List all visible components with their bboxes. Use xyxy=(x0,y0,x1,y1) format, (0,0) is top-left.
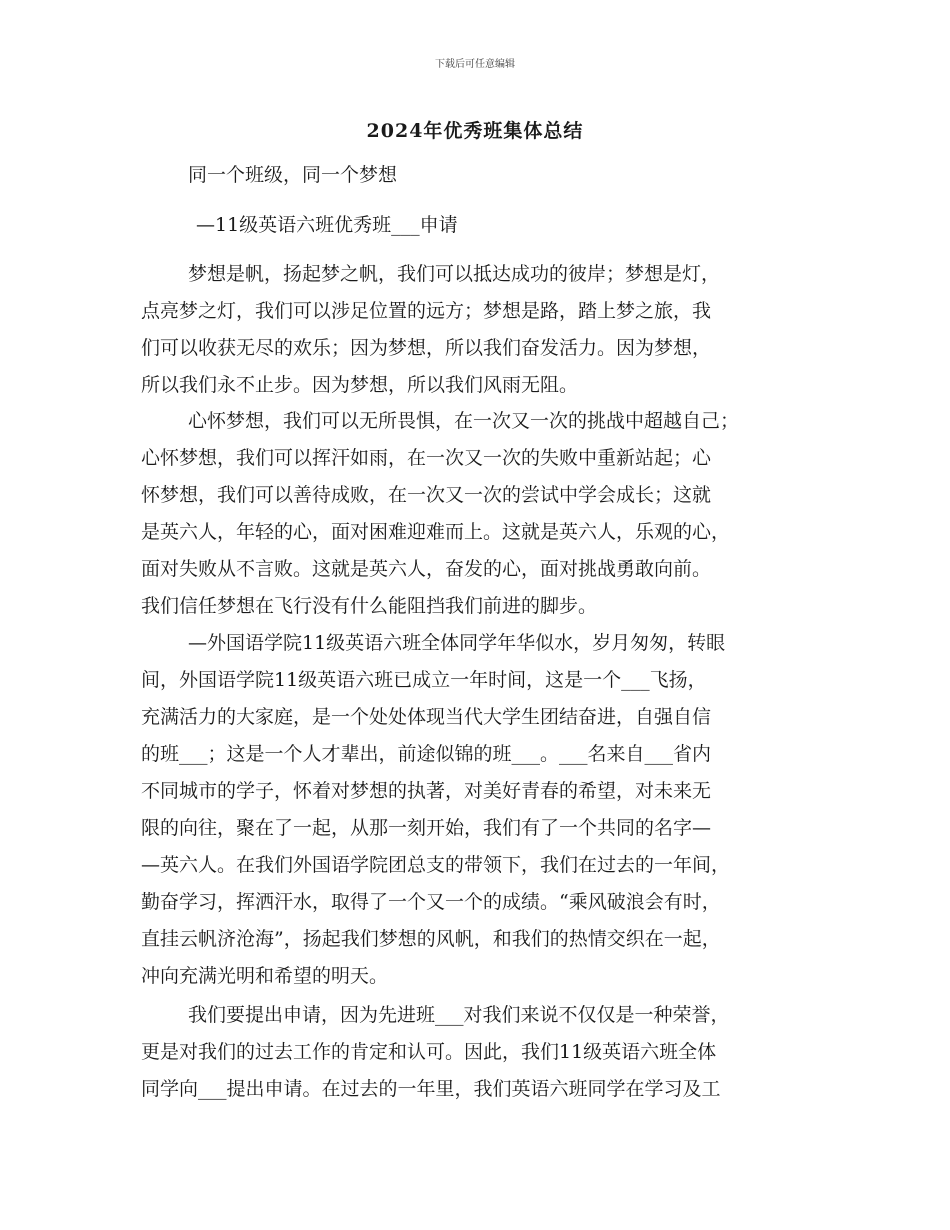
body-line: 限的向往，聚在了一起，从那一刻开始，我们有了一个共同的名字— xyxy=(141,817,712,839)
body-line: —外国语学院11级英语六班全体同学年华似水，岁月匆匆，转眼 xyxy=(188,632,726,654)
subtitle: 同一个班级，同一个梦想 xyxy=(188,164,398,186)
body-line: 心怀梦想，我们可以无所畏惧，在一次又一次的挑战中超越自己； xyxy=(188,410,740,432)
body-line: 同学向___提出申请。在过去的一年里，我们英语六班同学在学习及工 xyxy=(141,1078,721,1100)
body-line: 面对失败从不言败。这就是英六人，奋发的心，面对挑战勇敢向前。 xyxy=(141,558,712,580)
body-line: 直挂云帆济沧海”，扬起我们梦想的风帆，和我们的热情交织在一起， xyxy=(141,928,721,950)
body-line: 点亮梦之灯，我们可以涉足位置的远方；梦想是路，踏上梦之旅，我 xyxy=(141,300,712,322)
body-line: 们可以收获无尽的欢乐；因为梦想，所以我们奋发活力。因为梦想， xyxy=(141,337,712,359)
body-line: 我们信任梦想在飞行没有什么能阻挡我们前进的脚步。 xyxy=(141,595,598,617)
body-line: 不同城市的学子，怀着对梦想的执著，对美好青春的希望，对未来无 xyxy=(141,780,712,802)
body-line: —英六人。在我们外国语学院团总支的带领下，我们在过去的一年间， xyxy=(141,854,731,876)
body-line: 间，外国语学院11级英语六班已成立一年时间，这是一个___飞扬， xyxy=(141,669,707,691)
body-line: 的班___；这是一个人才辈出，前途似锦的班___。___名来自___省内 xyxy=(141,743,712,765)
body-line: 勤奋学习，挥洒汗水，取得了一个又一个的成绩。“乘风破浪会有时， xyxy=(141,891,721,913)
document-title: 2024年优秀班集体总结 xyxy=(366,120,584,142)
header-note: 下载后可任意编辑 xyxy=(435,59,515,70)
body-line: 更是对我们的过去工作的肯定和认可。因此，我们11级英语六班全体 xyxy=(141,1041,717,1063)
body-line: 是英六人，年轻的心，面对困难迎难而上。这就是英六人，乐观的心， xyxy=(141,521,731,543)
body-line: 心怀梦想，我们可以挥汗如雨，在一次又一次的失败中重新站起；心 xyxy=(141,447,712,469)
body-line: 冲向充满光明和希望的明天。 xyxy=(141,965,389,987)
byline: —11级英语六班优秀班___申请 xyxy=(196,214,458,236)
body-line: 梦想是帆，扬起梦之帆，我们可以抵达成功的彼岸；梦想是灯， xyxy=(188,263,721,285)
body-line: 我们要提出申请，因为先进班___对我们来说不仅仅是一种荣誉， xyxy=(188,1004,730,1026)
body-line: 所以我们永不止步。因为梦想，所以我们风雨无阻。 xyxy=(141,374,579,396)
body-line: 充满活力的大家庭，是一个处处体现当代大学生团结奋进，自强自信 xyxy=(141,706,712,728)
body-line: 怀梦想，我们可以善待成败，在一次又一次的尝试中学会成长；这就 xyxy=(141,484,712,506)
